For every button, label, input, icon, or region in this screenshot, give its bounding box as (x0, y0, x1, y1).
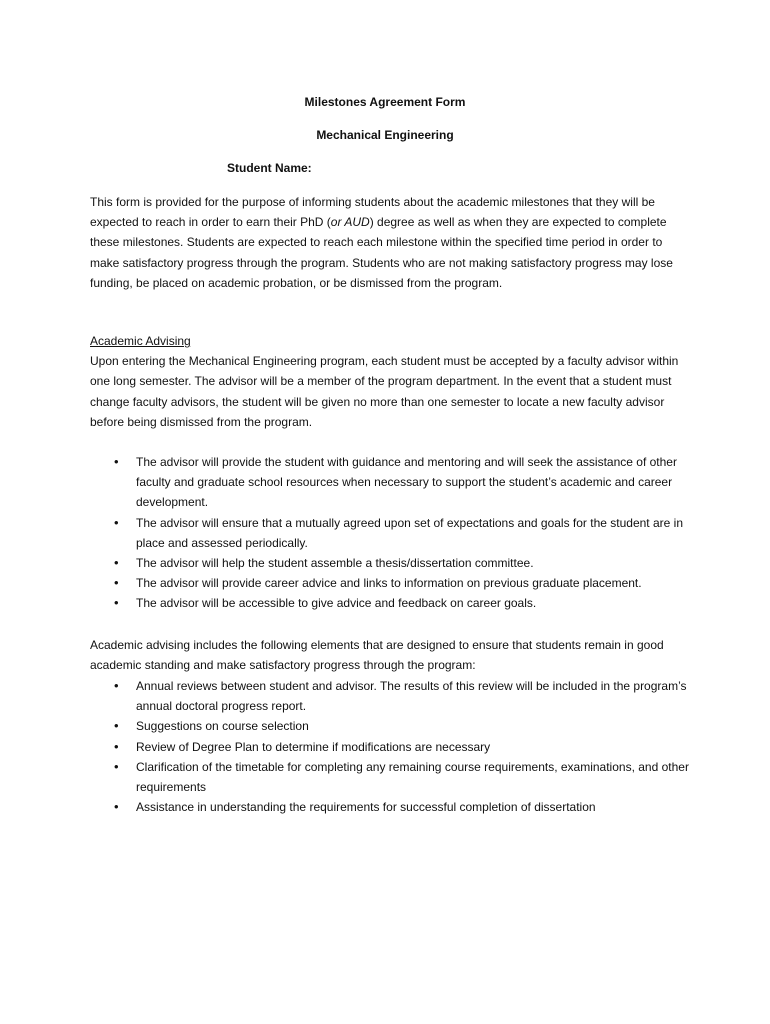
advisor-duties-list (90, 452, 690, 614)
form-title: Milestones Agreement Form (304, 95, 466, 109)
list-item: • The advisor will ensure that a mutually agreed upon set of expectations and goals for the student are in place and assessed periodically. (90, 513, 690, 553)
list-item: • The advisor will help the student assemble a thesis/dissertation committee. (90, 553, 690, 573)
list-item: • Suggestions on course selection (90, 716, 690, 736)
list-item: • The advisor will provide career advice and links to information on previous graduate placement. (90, 573, 690, 593)
intro-text-start: This form is provided for the purpose of informing students about the academic milestones that they will be expected to reach in order to earn their PhD ( (90, 195, 655, 230)
elements-intro-paragraph: Academic advising includes the following elements that are designed to ensure that students remain in good academic standing and make satisfactory progress through the program: (90, 638, 664, 673)
student-name-label: Student Name: (227, 161, 312, 175)
list-item: • The advisor will provide the student with guidance and mentoring and will seek the assistance of other faculty and graduate school resources when necessary to support the student’s academic and career development. (90, 452, 690, 513)
intro-text-end: ) degree as well as when they are expected to complete these milestones. Students are expected to reach each milestone within the specified time period in order to make satisfactory progress through the program. Students who are not making satisfactory progress may lose funding, be placed on academic probation, or be dismissed from the program. (90, 215, 673, 290)
department-title: Mechanical Engineering (316, 128, 454, 142)
list-item: • Annual reviews between student and advisor. The results of this review will be included in the program’s annual doctoral progress report. (90, 676, 690, 716)
advising-paragraph: Upon entering the Mechanical Engineering program, each student must be accepted by a faculty advisor within one long semester. The advisor will be a member of the program department. In the event that a student must change faculty advisors, the student will be given no more than one semester to locate a new faculty advisor before being dismissed from the program. (90, 354, 679, 429)
list-item: • The advisor will be accessible to give advice and feedback on career goals. (90, 593, 690, 613)
advising-elements-list (90, 676, 690, 817)
list-item: • Assistance in understanding the requirements for successful completion of dissertation (90, 797, 690, 817)
list-item: • Clarification of the timetable for completing any remaining course requirements, examinations, and other requirements (90, 757, 690, 797)
intro-paragraph (90, 192, 690, 293)
advising-heading: Academic Advising (90, 334, 191, 348)
advising-section (90, 331, 690, 432)
intro-text-italic: or AUD (330, 215, 370, 230)
list-item: • Review of Degree Plan to determine if modifications are necessary (90, 737, 690, 757)
